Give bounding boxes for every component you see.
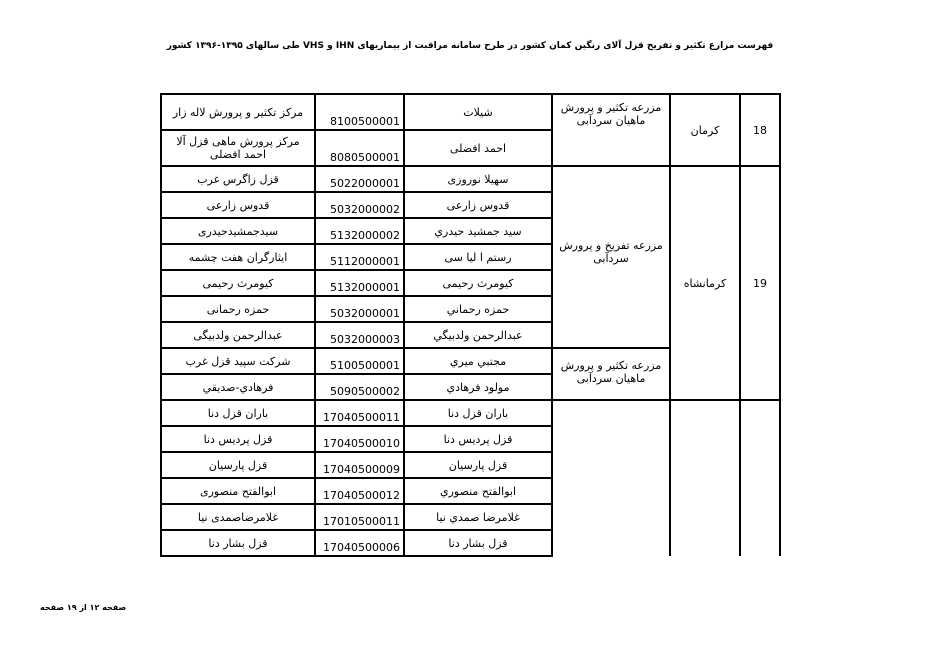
farm-name-cell: قزل زاگرس غرب [161, 166, 315, 192]
farm-code-cell: 5090500002 [315, 374, 404, 400]
farm-name-cell: ابوالفتح منصوری [161, 478, 315, 504]
farm-code-cell: 5132000002 [315, 218, 404, 244]
farm-type-cell: مزرعه تفریخ و پرورش سردآبی [552, 166, 670, 348]
owner-cell: قزل پارسيان [404, 452, 552, 478]
farm-name-cell: مرکز تکثیر و پرورش لاله زار [161, 94, 315, 130]
farm-code-cell: 5132000001 [315, 270, 404, 296]
document-title: فهرست مزارع تکثیر و تفریخ قزل آلای رنگین کمان کشور در طرح سامانه مراقبت از بیماریهای IHN و VHS طی سالهای ۱۳۹۵-۱۳۹۶ کشور [166, 41, 774, 51]
farm-name-cell: قدوس زارعی [161, 192, 315, 218]
owner-cell: احمد افضلی [404, 130, 552, 166]
row-number-cell [740, 400, 780, 556]
farms-table [160, 93, 781, 557]
owner-cell: مجتبي ميري [404, 348, 552, 374]
owner-cell: قدوس زارعی [404, 192, 552, 218]
farm-name-cell: سیدجمشیدحیدری [161, 218, 315, 244]
table-row [161, 166, 780, 192]
farm-name-cell: حمزه رحمانی [161, 296, 315, 322]
table-row [161, 400, 780, 426]
farm-name-cell: باران قزل دنا [161, 400, 315, 426]
owner-cell: کیومرث رحیمی [404, 270, 552, 296]
farm-code-cell: 5112000001 [315, 244, 404, 270]
farm-name-cell: ایثارگران هفت چشمه [161, 244, 315, 270]
farm-type-cell: مزرعه تکثیر و پرورش ماهیان سردآبی [552, 348, 670, 400]
table-row [161, 94, 780, 130]
farm-name-cell: قزل بشار دنا [161, 530, 315, 556]
row-number-cell: 18 [740, 94, 780, 166]
farm-code-cell: 8100500001 [315, 94, 404, 130]
farm-code-cell: 5032000003 [315, 322, 404, 348]
farm-code-cell: 5022000001 [315, 166, 404, 192]
owner-cell: قزل بشار دنا [404, 530, 552, 556]
farm-code-cell: 17010500011 [315, 504, 404, 530]
owner-cell: باران قزل دنا [404, 400, 552, 426]
farm-type-cell [552, 400, 670, 556]
owner-cell: سهیلا نوروزی [404, 166, 552, 192]
row-number-cell: 19 [740, 166, 780, 400]
farm-name-cell: قزل پردیس دنا [161, 426, 315, 452]
province-cell: کرمان [670, 94, 740, 166]
page-number: صفحه ۱۲ از ۱۹ صفحه [40, 603, 127, 612]
owner-cell: عبدالرحمن ولدبيگي [404, 322, 552, 348]
farm-code-cell: 8080500001 [315, 130, 404, 166]
farm-name-cell: مرکز پرورش ماهی قزل آلا احمد افضلی [161, 130, 315, 166]
province-cell: کرمانشاه [670, 166, 740, 400]
owner-cell: قزل پرديس دنا [404, 426, 552, 452]
farm-name-cell: کیومرث رحیمی [161, 270, 315, 296]
farm-code-cell: 5032000002 [315, 192, 404, 218]
owner-cell: رستم ا لیا سی [404, 244, 552, 270]
farm-code-cell: 17040500006 [315, 530, 404, 556]
owner-cell: غلامرضا صمدي نيا [404, 504, 552, 530]
owner-cell: مولود فرهادي [404, 374, 552, 400]
farm-code-cell: 17040500011 [315, 400, 404, 426]
farm-name-cell: قزل پارسیان [161, 452, 315, 478]
owner-cell: سید جمشید حیدري [404, 218, 552, 244]
farm-code-cell: 17040500012 [315, 478, 404, 504]
farm-name-cell: عبدالرحمن ولدبیگی [161, 322, 315, 348]
owner-cell: شیلات [404, 94, 552, 130]
farm-code-cell: 17040500009 [315, 452, 404, 478]
province-cell [670, 400, 740, 556]
owner-cell: ابوالفتح منصوري [404, 478, 552, 504]
farm-name-cell: غلامرضاصمدی نیا [161, 504, 315, 530]
farm-code-cell: 17040500010 [315, 426, 404, 452]
owner-cell: حمزه رحماني [404, 296, 552, 322]
farm-name-cell: شرکت سپید قزل غرب [161, 348, 315, 374]
farm-name-cell: فرهادي-صديقي [161, 374, 315, 400]
farm-code-cell: 5100500001 [315, 348, 404, 374]
farm-type-cell: مزرعه تکثیر و پرورش ماهیان سردآبی [552, 94, 670, 166]
farm-code-cell: 5032000001 [315, 296, 404, 322]
